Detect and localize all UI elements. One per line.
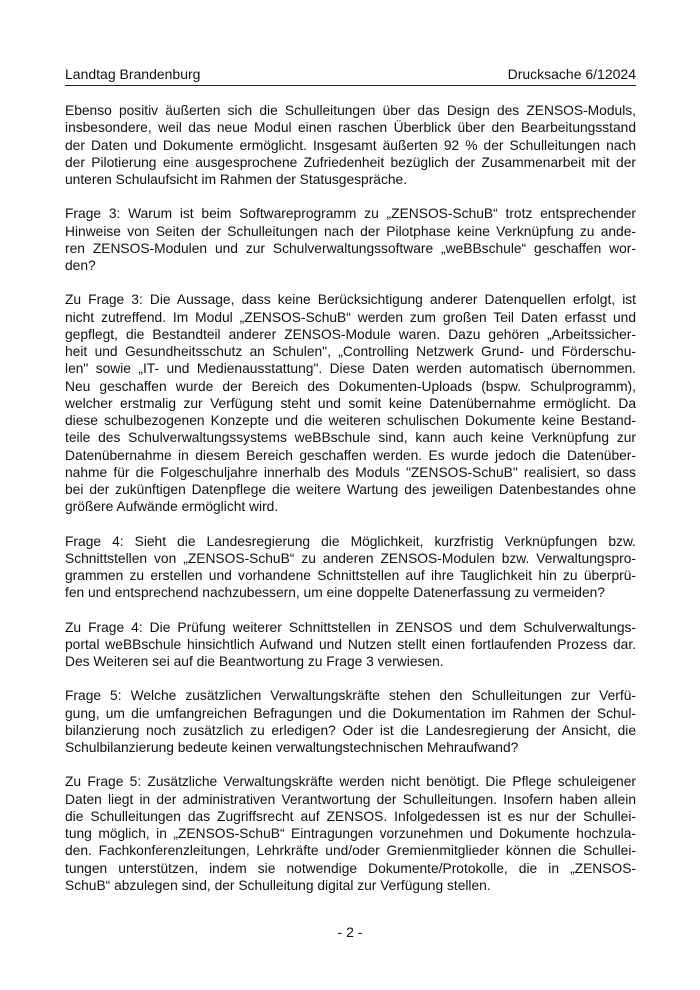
text-line: Datenübernahme in diesem Bereich geschaffen werden. Es wurde jedoch die Datenüber- — [65, 447, 636, 463]
page-header — [65, 66, 636, 86]
text-line: den? — [65, 258, 96, 273]
header-document-number: Drucksache 6/12024 — [507, 66, 636, 82]
text-line: teile des Schulverwaltungssystems weBBschule sind, kann auch keine Verknüpfung zur — [65, 430, 636, 446]
text-line: bei der zukünftigen Datenpflege die weitere Wartung des jeweiligen Datenbestandes ohne — [65, 482, 636, 497]
text-line: portal weBBschule hinsichtlich Aufwand und Nutzen stellt einen fortlaufenden Prozess dar. — [65, 636, 636, 652]
document-body — [65, 102, 636, 911]
text-line: heit und Gesundheitsschutz an Schulen", „Controlling Netzwerk Grund- und Förderschu- — [65, 344, 636, 359]
text-line: Daten liegt in der administrativen Verantwortung der Schulleitungen. Insofern haben allein — [65, 791, 636, 807]
text-line: diese schulbezogenen Konzepte und die weiteren schulischen Dokumente keine Bestand- — [65, 413, 636, 428]
text-line: Schnittstellen von „ZENSOS-SchuB“ zu anderen ZENSOS-Modulen bzw. Verwaltungspro- — [65, 550, 636, 566]
text-line: größere Aufwände ermöglicht wird. — [65, 499, 279, 515]
text-line: len" sowie „IT- und Medienausstattung". Diese Daten werden automatisch übernommen. — [65, 361, 636, 377]
text-line: der Pilotierung eine ausgesprochene Zufriedenheit bezüglich der Zusammenarbeit mit der — [65, 154, 636, 170]
text-line: Ebenso positiv äußerten sich die Schulleitungen über das Design des ZENSOS-Moduls, — [65, 103, 636, 118]
question-5 — [65, 687, 636, 756]
text-line: Schulbilanzierung bedeute keinen verwaltungstechnischen Mehraufwand? — [65, 740, 519, 755]
text-line: Zu Frage 3: Die Aussage, dass keine Berücksichtigung anderer Datenquellen erfolgt, ist — [65, 292, 636, 308]
question-3 — [65, 205, 636, 274]
paragraph-intro — [65, 102, 636, 188]
text-line: Zu Frage 5: Zusätzliche Verwaltungskräfte werden nicht benötigt. Die Pflege schuleigener — [65, 774, 636, 790]
text-line: welcher erstmalig zur Verfügung steht und somit keine Datenübernahme ermöglicht. Da — [65, 395, 636, 411]
text-line: bilanzierung noch zusätzlich zu erledigen? Oder ist die Landesregierung der Ansicht, die — [65, 722, 636, 738]
text-line: der Daten und Dokumente ermöglicht. Insgesamt äußerten 92 % der Schulleitungen nach — [65, 137, 636, 153]
answer-5 — [65, 773, 636, 894]
text-line: SchuB“ abzulegen sind, der Schulleitung digital zur Verfügung stellen. — [65, 877, 491, 893]
text-line: Frage 3: Warum ist beim Softwareprogramm zu „ZENSOS-SchuB“ trotz entsprechender — [65, 206, 636, 222]
text-line: tung möglich, in „ZENSOS-SchuB“ Eintragungen vorzunehmen und Dokumente hochzula- — [65, 826, 636, 841]
header-parliament: Landtag Brandenburg — [65, 66, 201, 82]
question-4 — [65, 533, 636, 602]
text-line: gung, um die umfangreichen Befragungen und die Dokumentation im Rahmen der Schul- — [65, 705, 636, 721]
text-line: Frage 5: Welche zusätzlichen Verwaltungskräfte stehen den Schulleitungen zur Verfü- — [65, 688, 636, 704]
text-line: den. Fachkonferenzleitungen, Lehrkräfte und/oder Gremienmitglieder können die Schullei- — [65, 843, 636, 859]
text-line: die Schulleitungen das Zugriffsrecht auf ZENSOS. Infolgedessen ist es nur der Schullei- — [65, 808, 636, 824]
text-line: nicht zutreffend. Im Modul „ZENSOS-SchuB“ werden zum großen Teil Daten erfasst und — [65, 309, 636, 325]
text-line: Neu geschaffen wurde der Bereich des Dokumenten-Uploads (bspw. Schulprogramm), — [65, 378, 636, 394]
text-line: nahme für die Folgeschuljahre innerhalb des Moduls "ZENSOS-SchuB" realisiert, so dass — [65, 464, 636, 480]
text-line: gepflegt, die Bestandteil anderer ZENSOS-Module waren. Dazu gehören „Arbeitssicher- — [65, 326, 636, 342]
text-line: Hinweise von Seiten der Schulleitungen nach der Pilotphase keine Verknüpfung zu ande- — [65, 223, 636, 239]
text-line: insbesondere, weil das neue Modul einen raschen Überblick über den Bearbeitungsstand — [65, 120, 636, 136]
answer-3 — [65, 291, 636, 515]
text-line: fen und entsprechend nachzubessern, um eine doppelte Datenerfassung zu vermeiden? — [65, 585, 605, 601]
text-line: Des Weiteren sei auf die Beantwortung zu Frage 3 verwiesen. — [65, 654, 444, 669]
page-number: - 2 - — [337, 924, 363, 940]
text-line: grammen zu erstellen und vorhandene Schnittstellen auf ihre Tauglichkeit hin zu überprü- — [65, 568, 636, 583]
text-line: ren ZENSOS-Modulen und zur Schulverwaltungssoftware „weBBschule“ geschaffen wor- — [65, 240, 636, 256]
text-line: tungen unterstützen, indem sie notwendige Dokumente/Protokolle, die in „ZENSOS- — [65, 860, 636, 876]
text-line: Zu Frage 4: Die Prüfung weiterer Schnittstellen in ZENSOS und dem Schulverwaltungs- — [65, 619, 636, 635]
answer-4 — [65, 619, 636, 671]
text-line: Frage 4: Sieht die Landesregierung die Möglichkeit, kurzfristig Verknüpfungen bzw. — [65, 533, 636, 549]
text-line: unteren Schulaufsicht im Rahmen der Statusgespräche. — [65, 172, 408, 187]
